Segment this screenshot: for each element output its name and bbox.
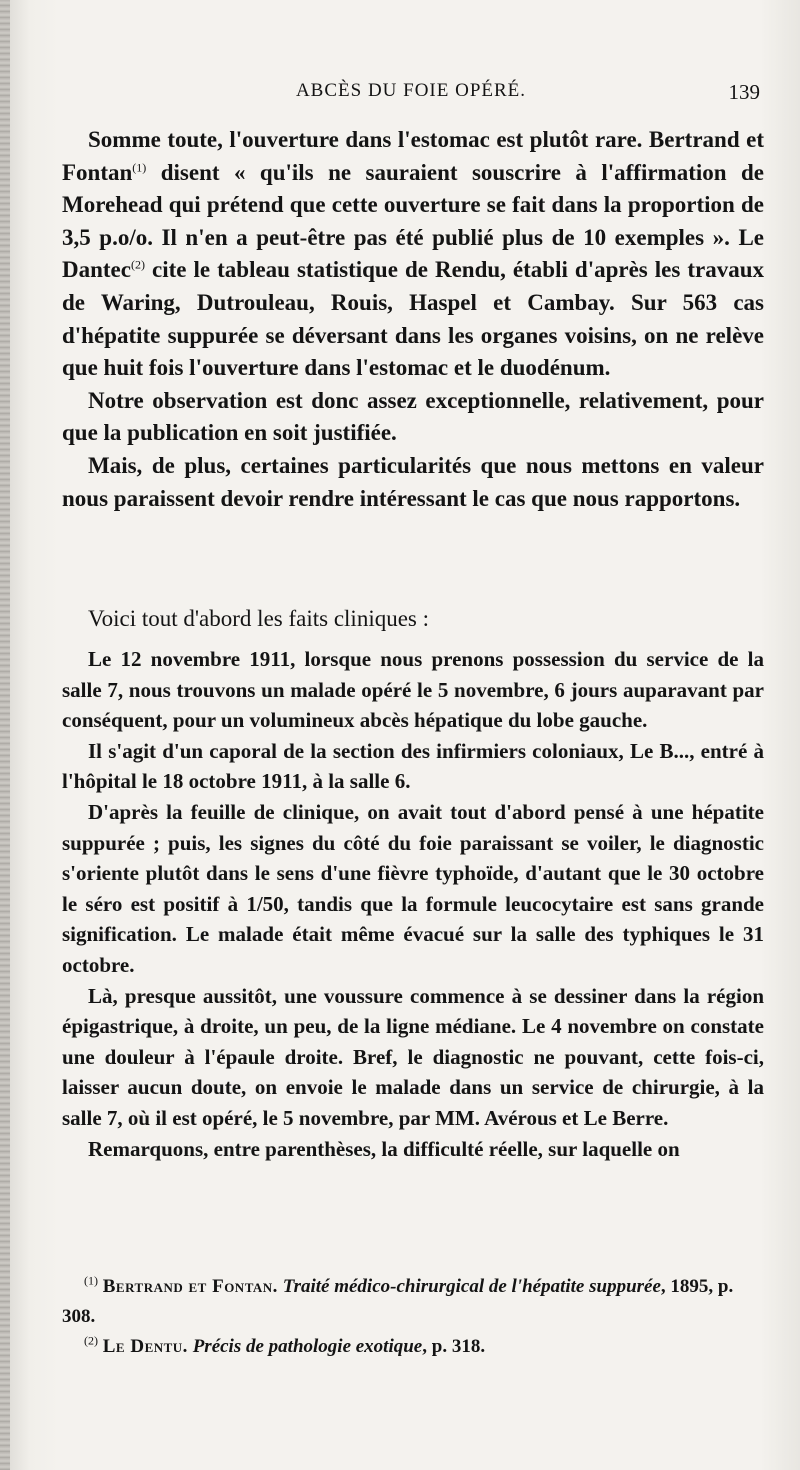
clinical-paragraph: Le 12 novembre 1911, lorsque nous prenons possession du service de la salle 7, nous trouvons un malade opéré le 5 novembre, 6 jours auparavant par conséquent, pour un volumineux abcès hépatique du lobe gauche. [62, 647, 764, 733]
footnote-authors: Bertrand et Fontan. [102, 1276, 278, 1297]
clinical-paragraph: Remarquons, entre parenthèses, la difficulté réelle, sur laquelle on [88, 1136, 680, 1161]
footnote-2 [62, 1332, 764, 1362]
paragraph-intro-3: Mais, de plus, certaines particularités que nous mettons en valeur nous paraissent devoir rendre intéressant le cas que nous rapportons. [62, 452, 764, 511]
footnote-number: (1) [84, 1273, 98, 1288]
footnote-rest: , p. 318. [422, 1336, 486, 1357]
footnotes [62, 1272, 764, 1362]
clinical-paragraph: Il s'agit d'un caporal de la section des infirmiers coloniaux, Le B..., entré à l'hôpital le 18 octobre 1911, à la salle 6. [62, 738, 764, 794]
intro-section [62, 124, 764, 515]
clinical-section [62, 644, 764, 1164]
footnote-authors: Le Dentu. [102, 1336, 188, 1357]
paragraph-intro-2: Notre observation est donc assez exceptionnelle, relativement, pour que la publication en soit justifiée. [62, 387, 764, 446]
footnote-rest: , 1895, p. 308. [62, 1276, 734, 1327]
scan-binding-edge [0, 0, 10, 1470]
text-run: disent « qu'ils ne sauraient souscrire à l'affirmation de Morehead qui prétend que cette ouverture se fait dans la proportion de 3,5 p.o/o. Il n'en a peut-être pas été publié plus de 10 exemples ». Le Dantec [62, 159, 764, 283]
footnote-ref-1: (1) [132, 159, 147, 174]
paragraph-intro-1 [62, 124, 764, 385]
section-heading: Voici tout d'abord les faits cliniques : [88, 606, 430, 631]
page-header [62, 80, 760, 114]
page-number: 139 [728, 80, 760, 104]
section-heading-block [62, 602, 764, 636]
clinical-paragraph: Là, presque aussitôt, une voussure commence à se dessiner dans la région épigastrique, à droite, un peu, de la ligne médiane. Le 4 novembre on constate une douleur à l'épaule droite. Bref, le diagnostic ne pouvant, cette fois-ci, laisser aucun doute, on envoie le malade dans un service de chirurgie, à la salle 7, où il est opéré, le 5 novembre, par MM. Avérous et Le Berre. [62, 983, 764, 1130]
footnote-ref-2: (2) [130, 257, 145, 272]
running-title: ABCÈS DU FOIE OPÉRÉ. [295, 80, 527, 101]
text-run: Somme toute, l'ouverture dans l'estomac est plutôt rare. Bertrand et Fontan [62, 127, 764, 185]
clinical-paragraph: D'après la feuille de clinique, on avait tout d'abord pensé à une hépatite suppurée ; puis, les signes du côté du foie paraissant se voiler, le diagnostic s'oriente plutôt dans le sens d'une fièvre typhoïde, d'autant que le 30 octobre le séro est positif à 1/50, tandis que la formule leucocytaire est sans grande signification. Le malade était même évacué sur la salle des typhiques le 31 octobre. [62, 799, 764, 977]
footnote-1 [62, 1272, 764, 1332]
text-run: cite le tableau statistique de Rendu, établi d'après les travaux de Waring, Dutrouleau, Rouis, Haspel et Cambay. Sur 563 cas d'hépatite suppurée se déversant dans les organes voisins, on ne relève que huit fois l'ouverture dans l'estomac et le duodénum. [62, 257, 764, 381]
footnote-title: Traité médico-chirurgical de l'hépatite suppurée [282, 1276, 661, 1297]
footnote-number: (2) [84, 1333, 98, 1348]
footnote-title: Précis de pathologie exotique [192, 1336, 423, 1357]
